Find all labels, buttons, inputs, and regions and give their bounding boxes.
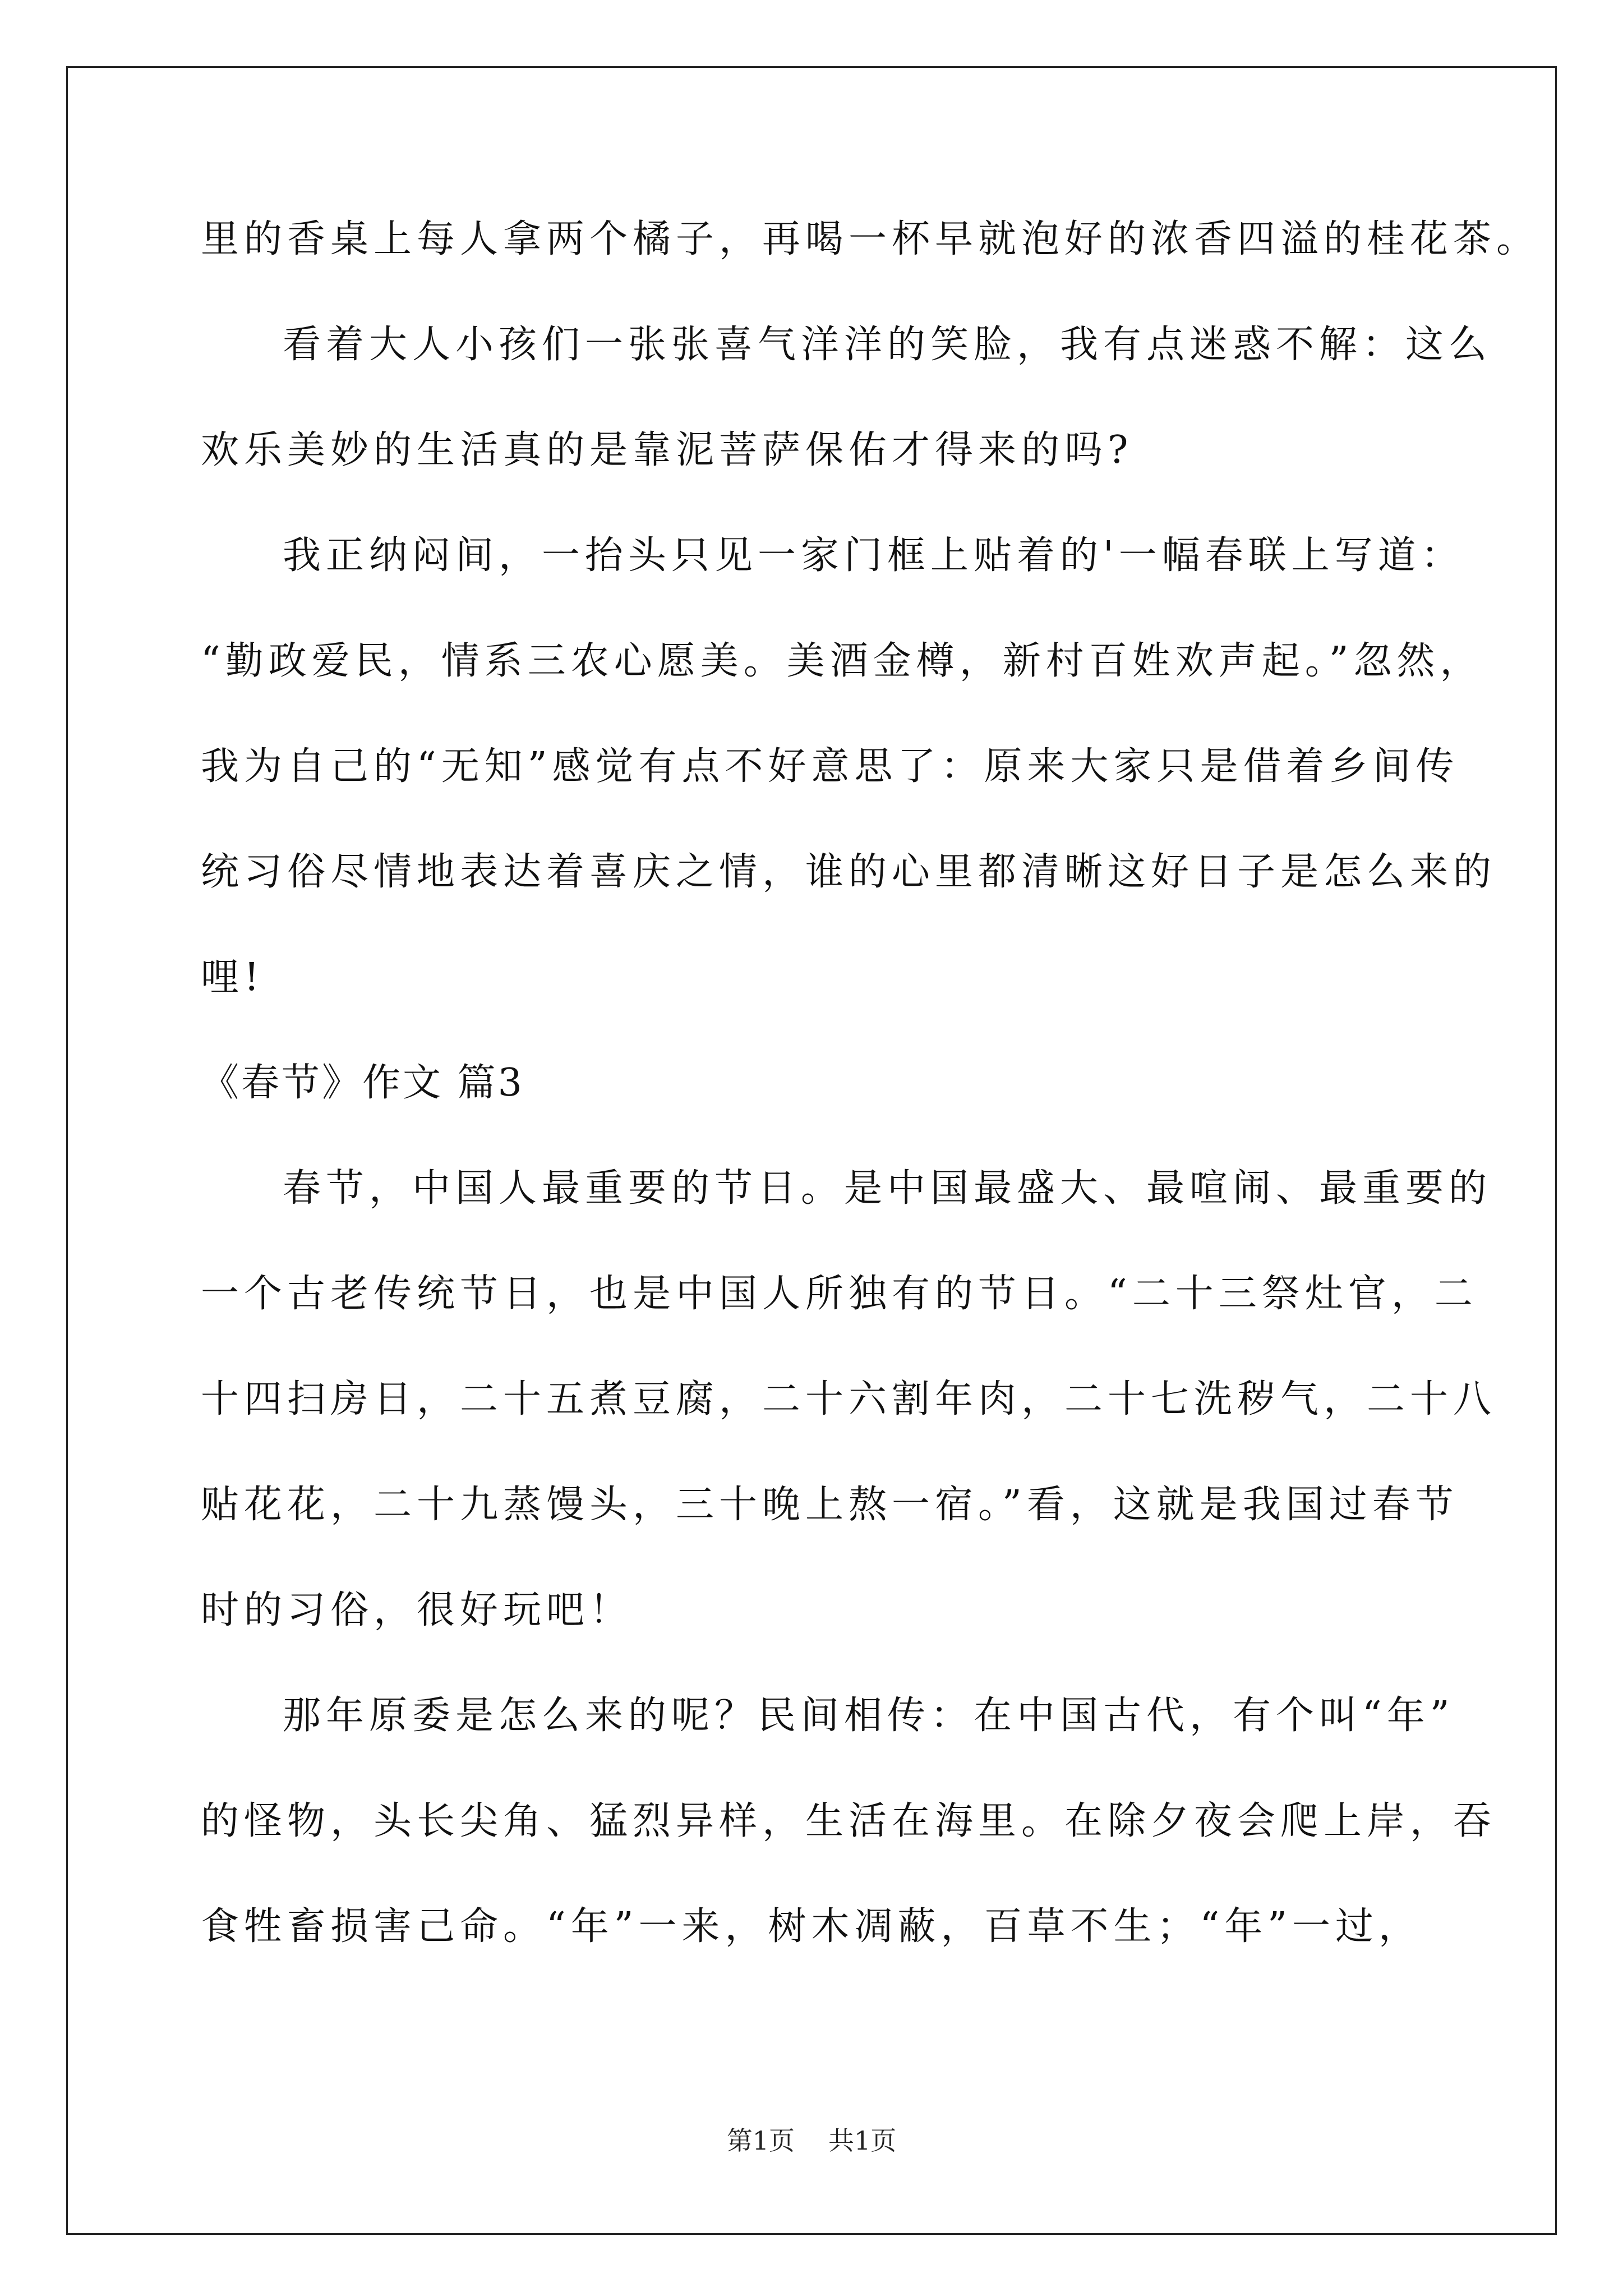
text-line: 十四扫房日，二十五煮豆腐，二十六割年肉，二十七洗秽气，二十八 (201, 1377, 1497, 1421)
text-line: 里的香桌上每人拿两个橘子，再喝一杯早就泡好的浓香四溢的桂花茶。 (201, 217, 1540, 261)
text-line: 时的习俗，很好玩吧！ (201, 1588, 633, 1632)
text-line: 一个古老传统节日，也是中国人所独有的节日。“二十三祭灶官，二 (201, 1272, 1478, 1316)
page-footer (0, 2124, 1623, 2157)
text-line: 哩! (201, 955, 265, 1000)
text-line: 看着大人小孩们一张张喜气洋洋的笑脸，我有点迷惑不解：这么 (283, 323, 1492, 367)
text-line: 那年原委是怎么来的呢？民间相传：在中国古代，有个叫“年” (283, 1694, 1455, 1738)
text-line: 统习俗尽情地表达着喜庆之情，谁的心里都清晰这好日子是怎么来的 (201, 850, 1497, 894)
section-heading: 《春节》作文 篇3 (201, 1061, 524, 1105)
text-line: 食牲畜损害己命。“年”一来，树木凋蔽，百草不生；“年”一过， (201, 1904, 1422, 1949)
page-number: 第1页 (726, 2125, 795, 2156)
text-line: 欢乐美妙的生活真的是靠泥菩萨保佑才得来的吗? (201, 428, 1133, 472)
text-line: 我正纳闷间，一抬头只见一家门框上贴着的'一幅春联上写道： (283, 533, 1464, 578)
text-line: 春节，中国人最重要的节日。是中国最盛大、最喧闹、最重要的 (283, 1166, 1492, 1211)
text-line: “勤政爱民，情系三农心愿美。美酒金樽，新村百姓欢声起。”忽然， (201, 639, 1483, 683)
text-line: 我为自己的“无知”感觉有点不好意思了：原来大家只是借着乡间传 (201, 744, 1459, 789)
page-total: 共1页 (828, 2125, 897, 2156)
text-line: 的怪物，头长尖角、猛烈异样，生活在海里。在除夕夜会爬上岸，吞 (201, 1799, 1497, 1843)
text-line: 贴花花，二十九蒸馒头，三十晚上熬一宿。”看，这就是我国过春节 (201, 1483, 1459, 1527)
document-body (201, 213, 1540, 2006)
